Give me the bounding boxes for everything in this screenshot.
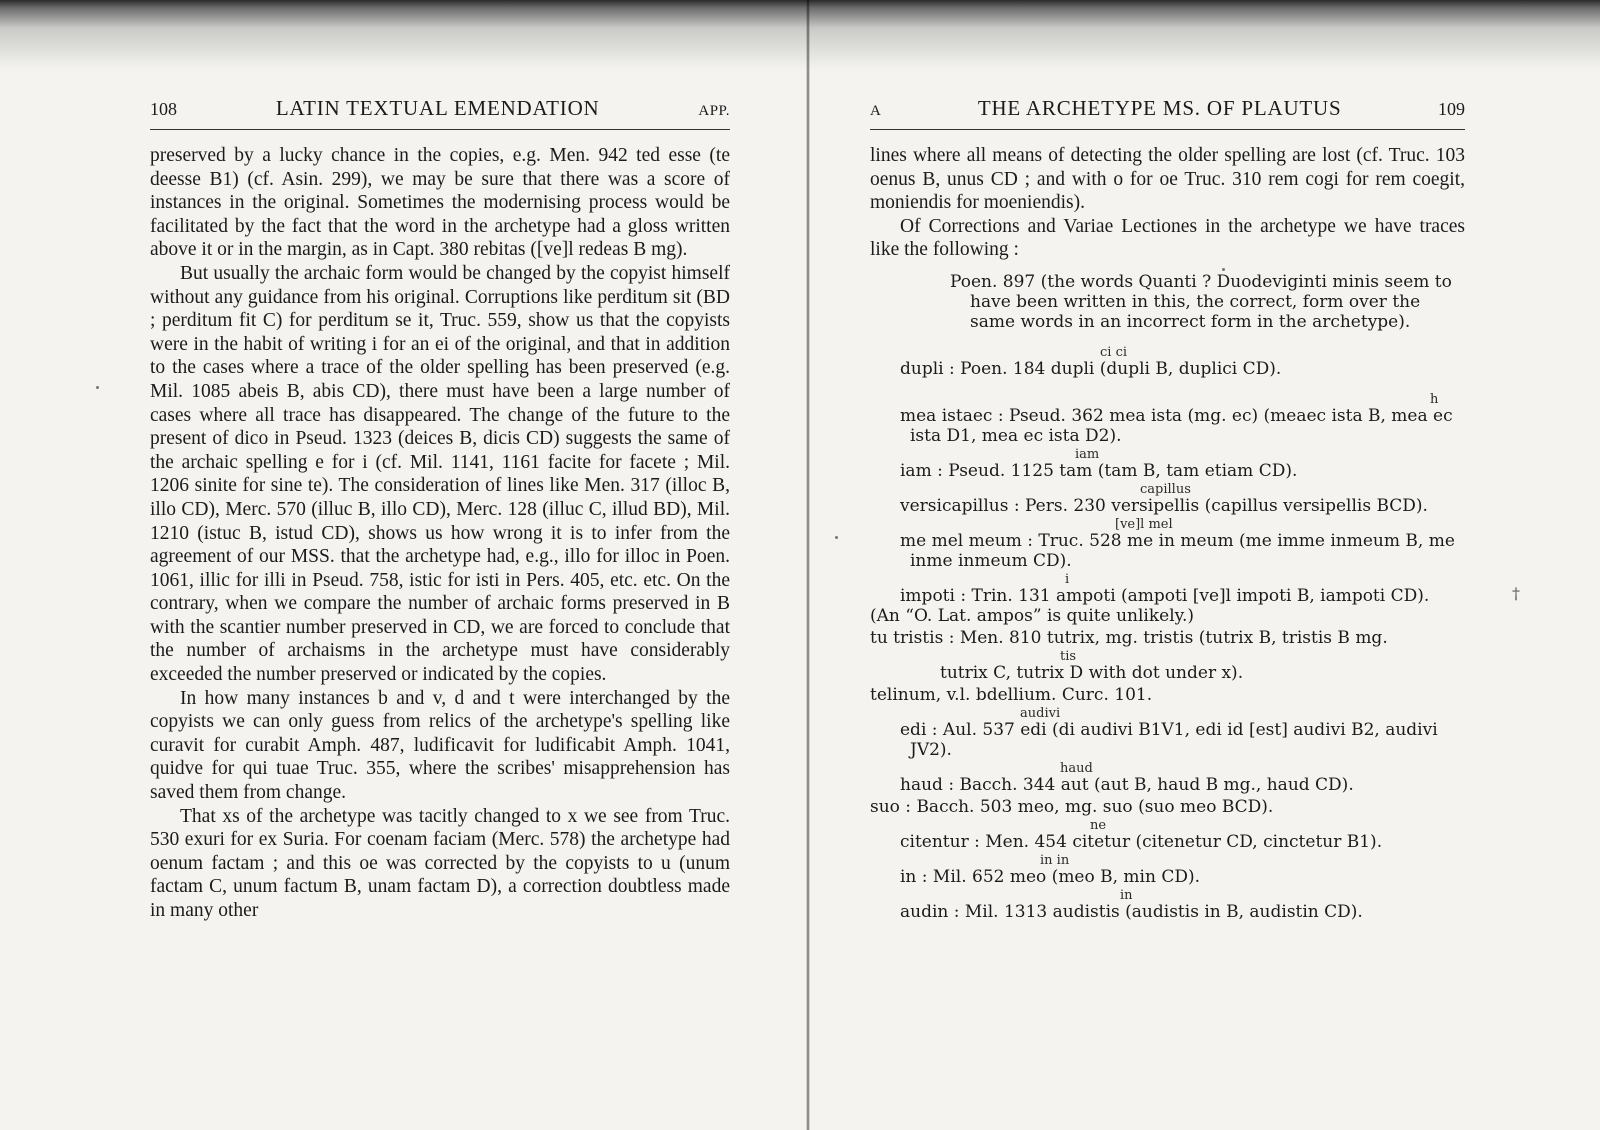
interlinear-gloss: ne: [1090, 817, 1107, 833]
variant-entry: [870, 854, 1465, 887]
right-running-title: THE ARCHETYPE MS. OF PLAUTUS: [977, 96, 1342, 120]
left-running-title: LATIN TEXTUAL EMENDATION: [275, 96, 600, 120]
entry-continuation: (An “O. Lat. ampos” is quite unlikely.): [870, 605, 1195, 626]
variant-entry: [870, 518, 1465, 571]
variant-readings-list: [870, 272, 1465, 922]
interlinear-gloss: in: [1120, 887, 1133, 903]
book-gutter: [806, 0, 810, 1130]
right-section-tag: A: [870, 103, 882, 119]
interlinear-gloss: tis: [1060, 648, 1077, 664]
right-paragraph-1: lines where all means of detecting the older spelling are lost (cf. Truc. 103 oenus B, unus CD ; and with o for oe Truc. 310 rem cogi for rem coegit, moniendis for moeniendis).: [870, 145, 1465, 214]
left-section-tag: APP.: [698, 103, 730, 119]
variant-entry: [870, 685, 1465, 705]
entry-text: iam : Pseud. 1125 tam (tam B, tam etiam CD).: [900, 460, 1298, 481]
left-running-head: [150, 96, 730, 130]
interlinear-gloss: h: [1430, 391, 1439, 407]
right-running-head: [870, 96, 1465, 130]
entry-continuation: inme inmeum CD).: [910, 550, 1072, 571]
interlinear-gloss: haud: [1060, 760, 1093, 776]
variant-entry: [870, 628, 1465, 648]
variant-entry: [870, 573, 1465, 626]
entry-text: impoti : Trin. 131 ampoti (ampoti [ve]l impoti B, iampoti CD).: [900, 585, 1430, 606]
variant-entry: [870, 797, 1465, 817]
interlinear-gloss: i: [1065, 571, 1070, 587]
interlinear-gloss: [ve]l mel: [1115, 516, 1173, 532]
entry-text: citentur : Men. 454 citetur (citenetur CD, cinctetur B1).: [900, 831, 1383, 852]
left-paragraph-4: That xs of the archetype was tacitly changed to x we see from Truc. 530 exuri for ex Suria. For coenam faciam (Merc. 578) the archetype had oenum factam ; and this oe was corrected by the copyists to u (unum factam C, unum factum B, unam factam D), a correction doubtless made in many other: [150, 805, 730, 921]
scan-shadow-top: [0, 0, 1600, 70]
interlinear-gloss: capillus: [1140, 481, 1191, 497]
entry-text: audin : Mil. 1313 audistis (audistis in B, audistin CD).: [900, 901, 1363, 922]
right-page-number: 109: [1437, 99, 1465, 119]
left-page-number: 108: [150, 99, 177, 119]
right-body-text: [870, 144, 1465, 262]
entry-text: telinum, v.l. bdellium. Curc. 101.: [870, 684, 1153, 705]
variant-entry: [870, 448, 1465, 481]
variant-entry: [870, 889, 1465, 922]
entry-text: in : Mil. 652 meo (meo B, min CD).: [900, 866, 1201, 887]
scan-speck: [1222, 268, 1225, 271]
left-page: [150, 96, 730, 923]
entry-text: tu tristis : Men. 810 tutrix, mg. tristis (tutrix B, tristis B mg.: [870, 627, 1388, 648]
variant-entry: [870, 707, 1465, 760]
poenulus-quote: Poen. 897 (the words Quanti ? Duodeviginti minis seem to have been written in this, the correct, form over the same words in an incorrect form in the archetype).: [950, 271, 1452, 332]
interlinear-gloss: audivi: [1020, 705, 1061, 721]
entry-continuation: JV2).: [910, 739, 952, 760]
entry-text: me mel meum : Truc. 528 me in meum (me imme inmeum B, me: [900, 530, 1455, 551]
entry-text: edi : Aul. 537 edi (di audivi B1V1, edi id [est] audivi B2, audivi: [900, 719, 1438, 740]
pencil-mark: †: [1512, 584, 1520, 603]
variant-entry: [870, 819, 1465, 852]
entry-text: dupli : Poen. 184 dupli (dupli B, duplici CD).: [900, 358, 1282, 379]
variant-entry: [870, 346, 1465, 379]
entry-text: versicapillus : Pers. 230 versipellis (capillus versipellis BCD).: [900, 495, 1428, 516]
entry-continuation: ista D1, mea ec ista D2).: [910, 425, 1122, 446]
left-paragraph-2: But usually the archaic form would be changed by the copyist himself without any guidance from his original. Corruptions like perditum sit (BD ; perditum fit C) for perditum se it, Truc. 559, show us that the copyists were in the habit of writing i for an ei of the original, and that in addition to the cases where a trace of the older spelling has been preserved (e.g. Mil. 1085 abeis B, abis CD), there must have been a large number of cases where all trace has disappeared. The change of the future to the present of dico in Pseud. 1323 (deices B, dicis CD) suggests the same of the archaic spelling e for i (cf. Mil. 1141, 1161 facite for facete ; Mil. 1206 sinite for sine te). The consideration of lines like Men. 317 (illoc B, illo CD), Merc. 570 (illuc B, illo CD), Merc. 128 (illuc C, illud BD), Mil. 1210 (istuc B, istud CD), shows us how wrong it is to infer from the agreement of our MSS. that the archetype had, e.g., illo for illoc in Poen. 1061, illic for illi in Pseud. 758, istic for isti in Pers. 405, etc. etc. On the contrary, when we compare the number of archaic forms preserved in B with the scantier number preserved in CD, we are forced to conclude that the number of archaisms in the archetype must have considerably exceeded the number preserved or indicated by the copies.: [150, 262, 730, 686]
right-page: [870, 96, 1465, 922]
scan-speck: [835, 536, 838, 539]
left-paragraph-1: preserved by a lucky chance in the copies, e.g. Men. 942 ted esse (te deesse B1) (cf. Asin. 299), we may be sure that there was a score of instances in the original. Sometimes the modernising process would be facilitated by the fact that the word in the archetype had a gloss written above it or in the margin, as in Capt. 380 rebitas ([ve]l redeas B mg).: [150, 145, 730, 261]
entry-text: tutrix C, tutrix D with dot under x).: [940, 662, 1244, 683]
scan-speck: [96, 386, 99, 389]
right-paragraph-2: Of Corrections and Variae Lectiones in the archetype we have traces like the following :: [870, 215, 1465, 261]
left-body-text: [150, 144, 730, 923]
entry-text: haud : Bacch. 344 aut (aut B, haud B mg., haud CD).: [900, 774, 1354, 795]
interlinear-gloss: iam: [1075, 446, 1100, 462]
left-paragraph-3: In how many instances b and v, d and t were interchanged by the copyists we can only guess from relics of the archetype's spelling like curavit for curabit Amph. 487, ludificavit for ludificabit Amph. 1041, quidve for qui tuae Truc. 355, where the scribes' misapprehension has saved them from change.: [150, 687, 730, 804]
variant-entry: [870, 650, 1465, 683]
entry-text: suo : Bacch. 503 meo, mg. suo (suo meo BCD).: [870, 796, 1274, 817]
interlinear-gloss: ci ci: [1100, 344, 1128, 360]
entry-text: mea istaec : Pseud. 362 mea ista (mg. ec) (meaec ista B, mea ec: [900, 405, 1453, 426]
variant-entry: [870, 483, 1465, 516]
variant-entry: [870, 393, 1465, 446]
variant-entry: [870, 762, 1465, 795]
interlinear-gloss: in in: [1040, 852, 1070, 868]
